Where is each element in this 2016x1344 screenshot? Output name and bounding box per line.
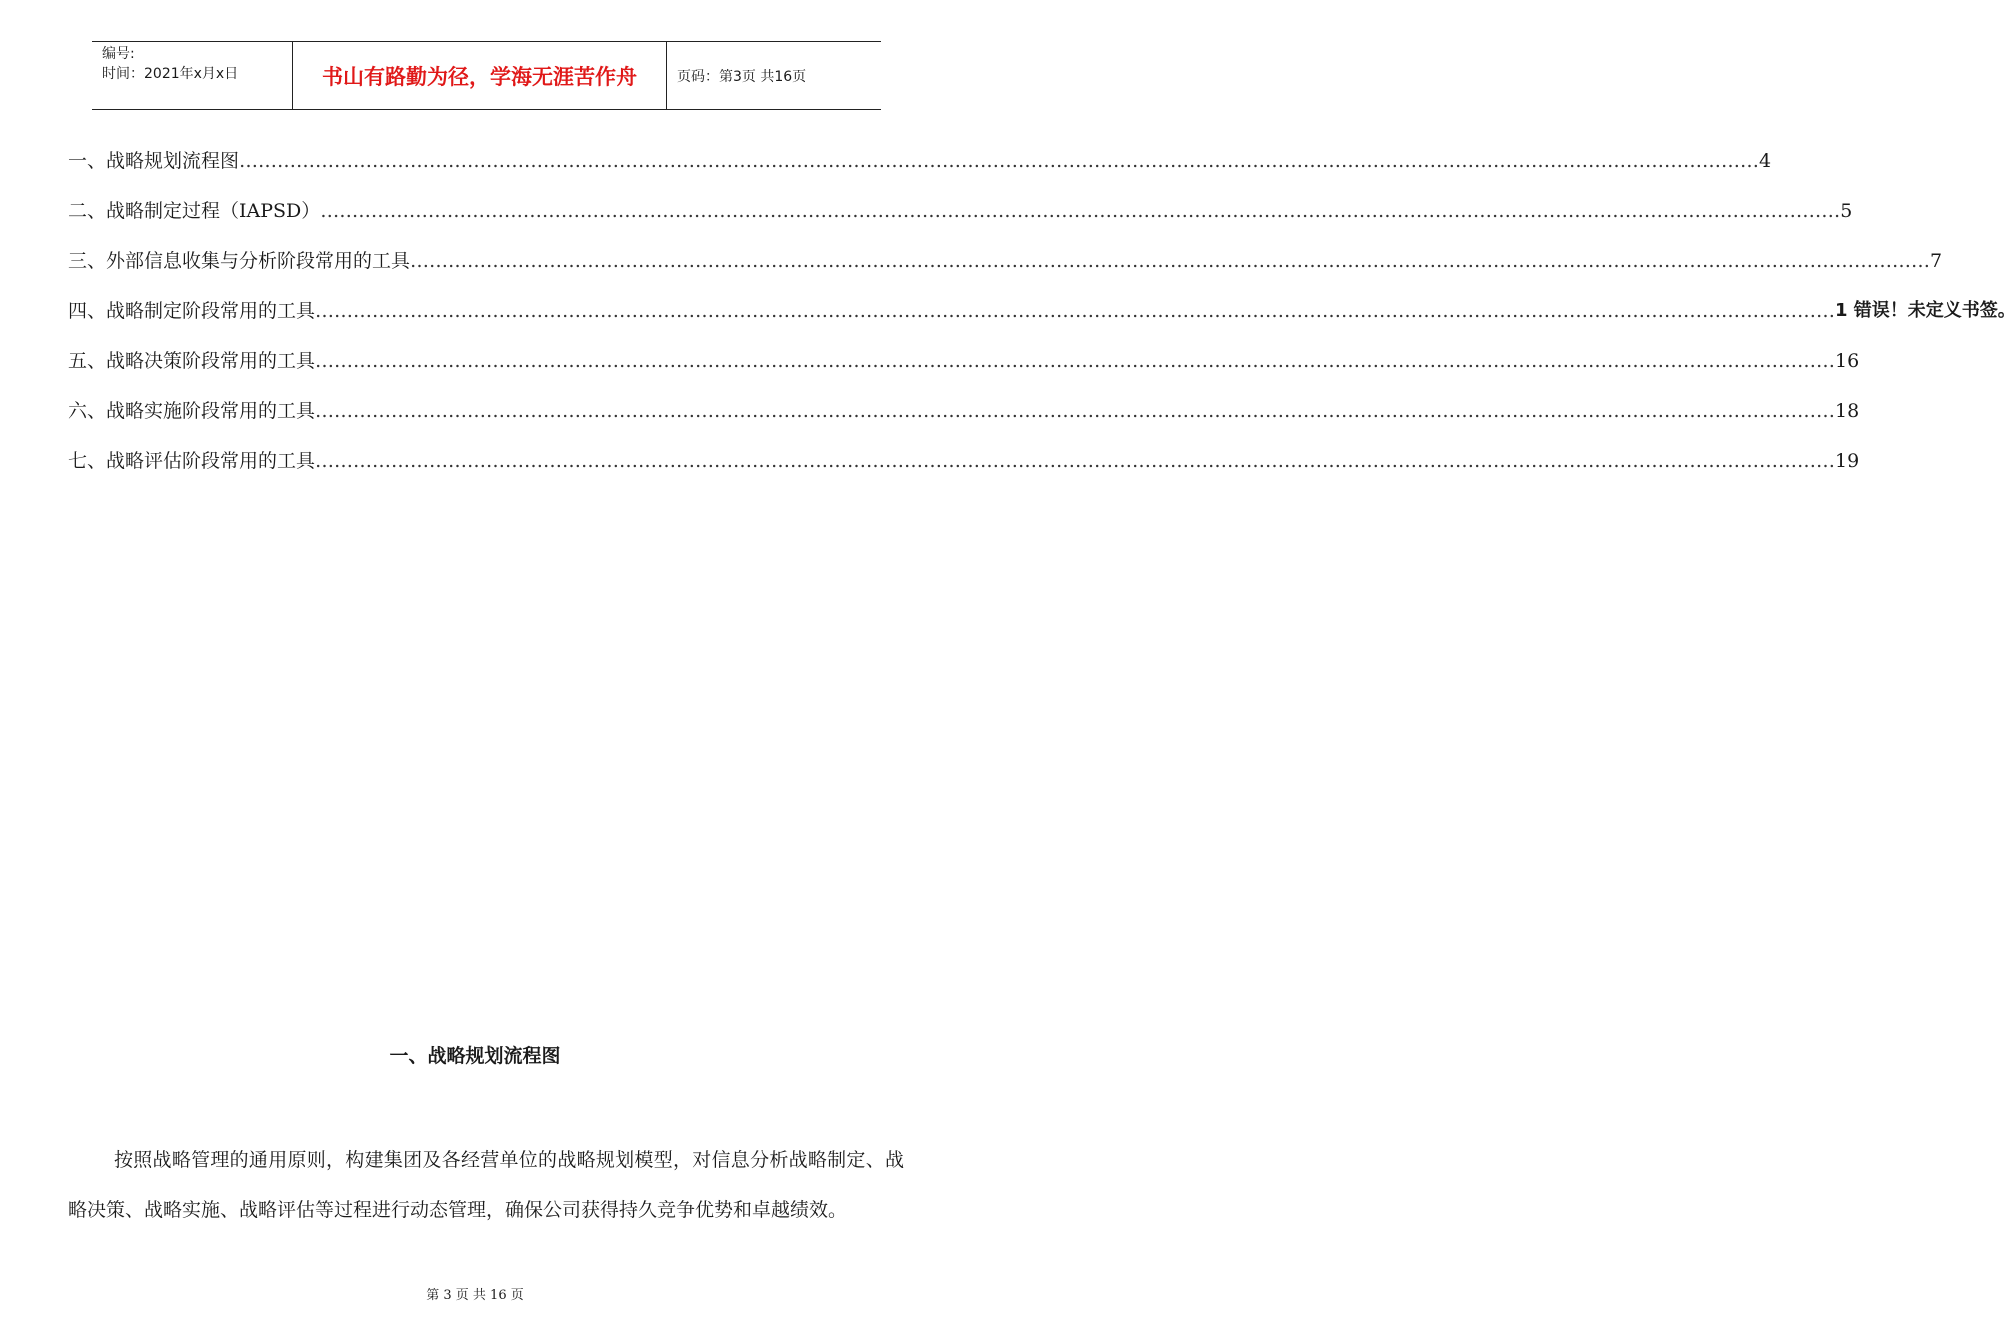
toc-entry[interactable]: [68, 443, 1860, 493]
header-page-info: 页码：第3页 共16页: [677, 68, 807, 85]
toc-entry-label: 五、战略决策阶段常用的工具: [68, 350, 316, 372]
toc-entry-label: 七、战略评估阶段常用的工具: [68, 450, 316, 472]
page-header: [92, 41, 881, 110]
toc-entry[interactable]: [68, 393, 1860, 443]
toc-entry-label: 二、战略制定过程（IAPSD）: [68, 200, 321, 222]
toc-leader-dots: ……………………………………………………………………………………………………………………………………………………………………………………………………………………: [320, 200, 1841, 222]
toc-entry-page: 5: [1840, 200, 1853, 222]
toc-entry-page: 16: [1835, 350, 1860, 372]
toc-entry-label: 三、外部信息收集与分析阶段常用的工具: [68, 250, 411, 272]
toc-entry[interactable]: [68, 293, 2016, 343]
toc-entry-page: 7: [1930, 250, 1943, 272]
toc-entry[interactable]: [68, 243, 1943, 293]
toc-entry-page: 1 错误！未定义书签。: [1835, 300, 2016, 321]
table-of-contents: [68, 143, 2016, 493]
time-label: 时间：2021年x月x日: [102, 66, 239, 82]
toc-entry[interactable]: [68, 143, 1772, 193]
number-label: 编号:: [102, 46, 135, 62]
header-meta: [92, 42, 293, 109]
toc-leader-dots: ……………………………………………………………………………………………………………………………………………………………………………………………………………………: [239, 150, 1760, 172]
toc-leader-dots: ……………………………………………………………………………………………………………………………………………………………………………………………………………………: [315, 400, 1836, 422]
toc-entry-label: 六、战略实施阶段常用的工具: [68, 400, 316, 422]
toc-entry-page: 19: [1835, 450, 1860, 472]
page-footer: 第 3 页 共 16 页: [426, 1288, 524, 1303]
toc-leader-dots: ……………………………………………………………………………………………………………………………………………………………………………………………………………………: [315, 300, 1836, 322]
toc-entry-label: 四、战略制定阶段常用的工具: [68, 300, 316, 322]
body-paragraph: 按照战略管理的通用原则，构建集团及各经营单位的战略规划模型，对信息分析战略制定、战略决策、战略实施、战略评估等过程进行动态管理，确保公司获得持久竞争优势和卓越绩效。: [68, 1149, 904, 1221]
toc-leader-dots: ……………………………………………………………………………………………………………………………………………………………………………………………………………………: [410, 250, 1931, 272]
toc-entry-page: 18: [1835, 400, 1860, 422]
toc-entry-page: 4: [1759, 150, 1772, 172]
toc-entry[interactable]: [68, 193, 1853, 243]
toc-leader-dots: ……………………………………………………………………………………………………………………………………………………………………………………………………………………: [315, 450, 1836, 472]
section-title: 一、战略规划流程图: [389, 1045, 561, 1067]
toc-leader-dots: ……………………………………………………………………………………………………………………………………………………………………………………………………………………: [315, 350, 1836, 372]
header-motto: 书山有路勤为径，学海无涯苦作舟: [293, 42, 667, 109]
toc-entry[interactable]: [68, 343, 1860, 393]
toc-entry-label: 一、战略规划流程图: [68, 150, 240, 172]
